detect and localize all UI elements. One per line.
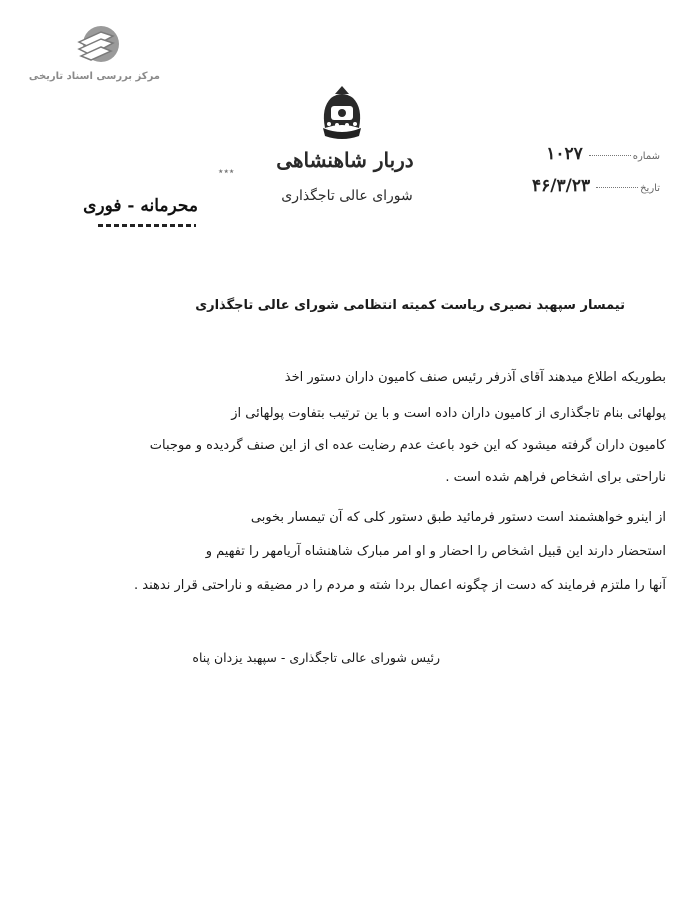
letter-body xyxy=(66,370,666,630)
stray-mark: ٭٭٭ xyxy=(218,166,235,177)
archive-watermark-text: مرکز بررسی اسناد تاریخی xyxy=(28,71,160,82)
date-dotted-line xyxy=(596,187,638,188)
body-line: از اینرو خواهشمند است دستور فرمائید طبق دستور کلی که آن تیمسار بخوبی xyxy=(250,510,666,525)
court-name: دربار شاهنشاهی xyxy=(276,148,414,172)
date-label: تاریخ xyxy=(640,183,660,194)
number-dotted-line xyxy=(589,155,631,156)
document-center-logo-icon xyxy=(67,22,123,70)
number-label: شماره xyxy=(632,151,660,162)
body-line: ناراحتی برای اشخاص فراهم شده است . xyxy=(445,470,666,485)
archive-watermark xyxy=(30,22,160,92)
reference-number xyxy=(542,144,660,164)
pahlavi-crown-emblem-icon xyxy=(313,84,371,142)
classification-stamp: محرمانه - فوری xyxy=(83,196,198,216)
addressee-line: تیمسار سپهبد نصیری ریاست کمیته انتظامی شورای عالی تاجگذاری xyxy=(195,298,625,313)
classification-underline xyxy=(98,224,196,227)
body-line: کامیون داران گرفته میشود که این خود باعث عدم رضایت عده ای از این صنف گردیده و موجبات xyxy=(149,438,666,453)
body-line: استحضار دارند این قبیل اشخاص را احضار و او امر مبارک شاهنشاه آریامهر را تفهیم و xyxy=(205,544,666,559)
reference-date xyxy=(528,176,660,196)
signature-line: رئیس شورای عالی تاجگذاری - سپهبد یزدان پناه xyxy=(192,650,440,665)
council-name: شورای عالی تاجگذاری xyxy=(281,188,413,204)
date-value: ۴۶/۳/۲۳ xyxy=(532,176,591,196)
body-line: بطوریکه اطلاع میدهند آقای آذرفر رئیس صنف کامیون داران دستور اخذ xyxy=(284,370,666,385)
body-line: پولهائی بنام تاجگذاری از کامیون داران داده است و با ین ترتیب بتفاوت پولهائی از xyxy=(231,406,666,421)
number-value: ۱۰۲۷ xyxy=(546,144,583,164)
body-line: آنها را ملتزم فرمایند که دست از چگونه اعمال بردا شته و مردم را در مضیقه و ناراحتی قرار ندهند . xyxy=(134,578,666,593)
